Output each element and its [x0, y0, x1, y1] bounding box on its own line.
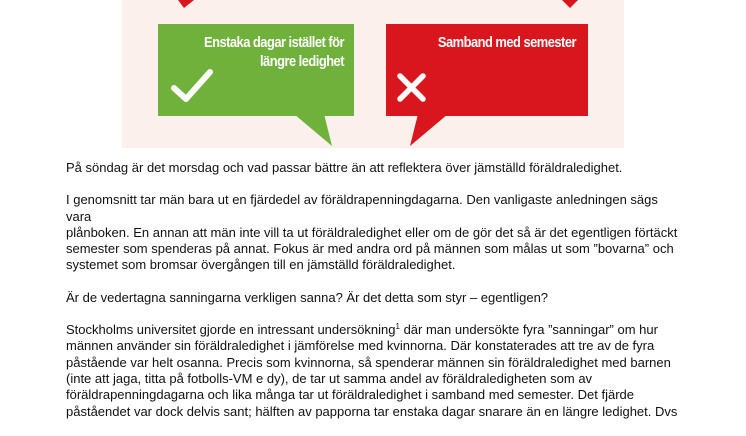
bubble-text-single-days — [172, 33, 344, 71]
speech-tail-top-left — [178, 0, 198, 10]
paragraph-statistics — [66, 192, 686, 273]
speech-bubble-vacation — [386, 24, 588, 116]
speech-tail-top-right — [558, 0, 578, 10]
cross-icon — [396, 72, 428, 104]
paragraph-question: Är de vedertagna sanningarna verkligen sanna? Är det detta som styr – egentligen? — [66, 289, 549, 305]
paragraph-study — [66, 322, 686, 420]
text-line: semester som spenderas på annat. Fokus är med andra ord på männen som målas ut som ”bovarna” och — [66, 241, 674, 257]
speech-tail-red — [408, 114, 448, 148]
speech-tail-green — [294, 114, 334, 148]
article-body — [66, 160, 686, 436]
bubble-line-1: Samband med semester — [437, 34, 576, 51]
text-line: plånboken. En annan att män inte vill ta ut föräldraledighet eller om de gör det så är det egentligen förtäckt — [66, 224, 678, 240]
illustration-graphic — [122, 0, 624, 148]
text-line: påstående var helt osanna. Precis som kvinnorna, så spenderar männen sin föräldraledighet med barnen — [66, 354, 671, 370]
text-line: Stockholms universitet gjorde en intressant undersökning — [66, 322, 396, 338]
text-line: där man undersökte fyra ”sanningar” om hur — [399, 322, 658, 338]
check-icon — [170, 68, 214, 104]
paragraph-intro: På söndag är det morsdag och vad passar bättre än att reflektera över jämställd föräldraledighet. — [66, 160, 623, 175]
text-line: systemet som bromsar övergången till en jämställd föräldraledighet. — [66, 257, 456, 273]
text-line: (inte att jaga, titta på fotbolls-VM e dy), de tar ut samma andel av föräldraledigheten som av — [66, 370, 593, 386]
speech-bubble-single-days — [158, 24, 354, 116]
bubble-line-1: Enstaka dagar istället för — [203, 34, 344, 51]
bubble-text-vacation — [387, 33, 576, 52]
text-line: männen använder sin föräldraledighet i jämförelse med kvinnorna. Där konstaterades att tre av de fyra — [66, 338, 655, 354]
footnote-marker[interactable]: 1 — [395, 322, 400, 332]
text-line: påståendet var dock delvis sant; hälften av papporna tar enstaka dagar snarare än en längre ledighet. Dvs — [66, 403, 678, 419]
text-line: föräldrapenningdagarna och lika många tar ut föräldraledighet i samband med semester. Det fjärde — [66, 387, 635, 403]
text-line: I genomsnitt tar män bara ut en fjärdedel av föräldrapenningdagarna. Den vanligaste anledningen sägs vara — [66, 192, 658, 224]
bubble-line-2: längre ledighet — [259, 53, 344, 70]
